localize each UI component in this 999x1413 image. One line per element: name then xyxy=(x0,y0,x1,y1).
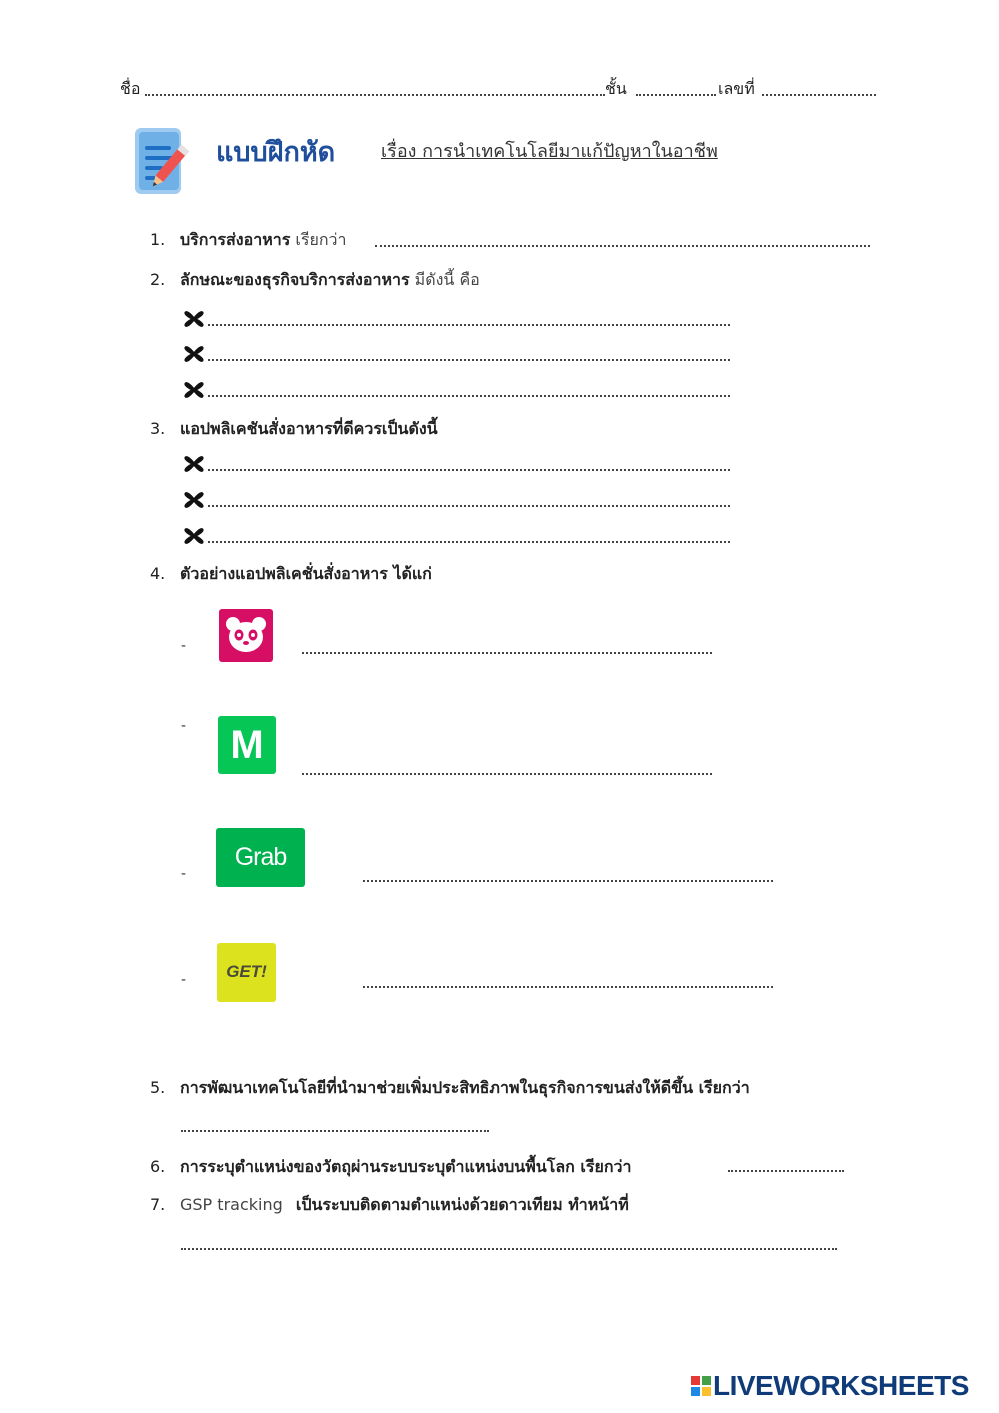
answer-blank-4c[interactable] xyxy=(363,880,773,882)
lineman-logo-icon: M xyxy=(218,716,276,774)
worksheet-title: แบบฝึกหัด xyxy=(216,137,336,168)
worksheet-subject: เรื่อง การนำเทคโนโลยีมาแก้ปัญหาในอาชีพ xyxy=(381,141,718,162)
name-blank[interactable] xyxy=(145,94,605,96)
question-7: 7. GSP tracking เป็นระบบติดตามตำแหน่งด้วยดาวเทียม ทำหน้าที่ xyxy=(150,1195,629,1214)
answer-blank-1[interactable] xyxy=(375,245,870,247)
flower-bullet-icon xyxy=(179,521,209,555)
answer-blank-6[interactable] xyxy=(728,1170,844,1172)
flower-bullet-icon xyxy=(179,449,209,483)
student-info-line xyxy=(120,79,140,99)
answer-blank-5[interactable] xyxy=(181,1130,489,1132)
answer-blank-2b[interactable] xyxy=(208,359,730,361)
answer-blank-2a[interactable] xyxy=(208,324,730,326)
flower-bullet-icon xyxy=(179,485,209,519)
answer-blank-7[interactable] xyxy=(181,1248,837,1250)
answer-blank-4b[interactable] xyxy=(302,773,712,775)
worksheet-icon xyxy=(133,126,205,198)
class-label: ชั้น xyxy=(605,79,627,98)
flower-bullet-icon xyxy=(179,304,209,338)
dash: - xyxy=(181,972,187,988)
answer-blank-3c[interactable] xyxy=(208,541,730,543)
get-logo-icon: GET! xyxy=(217,943,276,1002)
question-3: 3. แอปพลิเคชันสั่งอาหารที่ดีควรเป็นดังนี้ xyxy=(150,419,438,438)
answer-blank-3a[interactable] xyxy=(208,469,730,471)
question-2: 2. ลักษณะของธุรกิจบริการส่งอาหาร มีดังนี้ คือ xyxy=(150,270,480,289)
name-label: ชื่อ xyxy=(120,79,141,98)
number-blank[interactable] xyxy=(762,94,876,96)
answer-blank-4d[interactable] xyxy=(363,986,773,988)
dash: - xyxy=(181,638,187,654)
liveworksheets-brand: LIVEWORKSHEETS xyxy=(713,1370,969,1401)
foodpanda-logo-icon xyxy=(219,609,273,662)
answer-blank-2c[interactable] xyxy=(208,395,730,397)
question-5: 5. การพัฒนาเทคโนโลยีที่นำมาช่วยเพิ่มประสิทธิภาพในธุรกิจการขนส่งให้ดีขึ้น เรียกว่า xyxy=(150,1078,750,1097)
class-blank[interactable] xyxy=(636,94,716,96)
number-label: เลขที่ xyxy=(718,79,755,98)
answer-blank-4a[interactable] xyxy=(302,652,712,654)
dash: - xyxy=(181,866,187,882)
flower-bullet-icon xyxy=(179,339,209,373)
question-4: 4. ตัวอย่างแอปพลิเคชั่นสั่งอาหาร ได้แก่ xyxy=(150,564,432,583)
question-1: 1. บริการส่งอาหาร เรียกว่า xyxy=(150,230,347,249)
dash: - xyxy=(181,718,187,734)
grab-logo-icon: Grab xyxy=(216,828,305,887)
liveworksheets-logo-icon xyxy=(691,1376,711,1396)
flower-bullet-icon xyxy=(179,375,209,409)
answer-blank-3b[interactable] xyxy=(208,505,730,507)
question-6: 6. การระบุตำแหน่งของวัตถุผ่านระบบระบุตำแหน่งบนพื้นโลก เรียกว่า xyxy=(150,1157,632,1176)
